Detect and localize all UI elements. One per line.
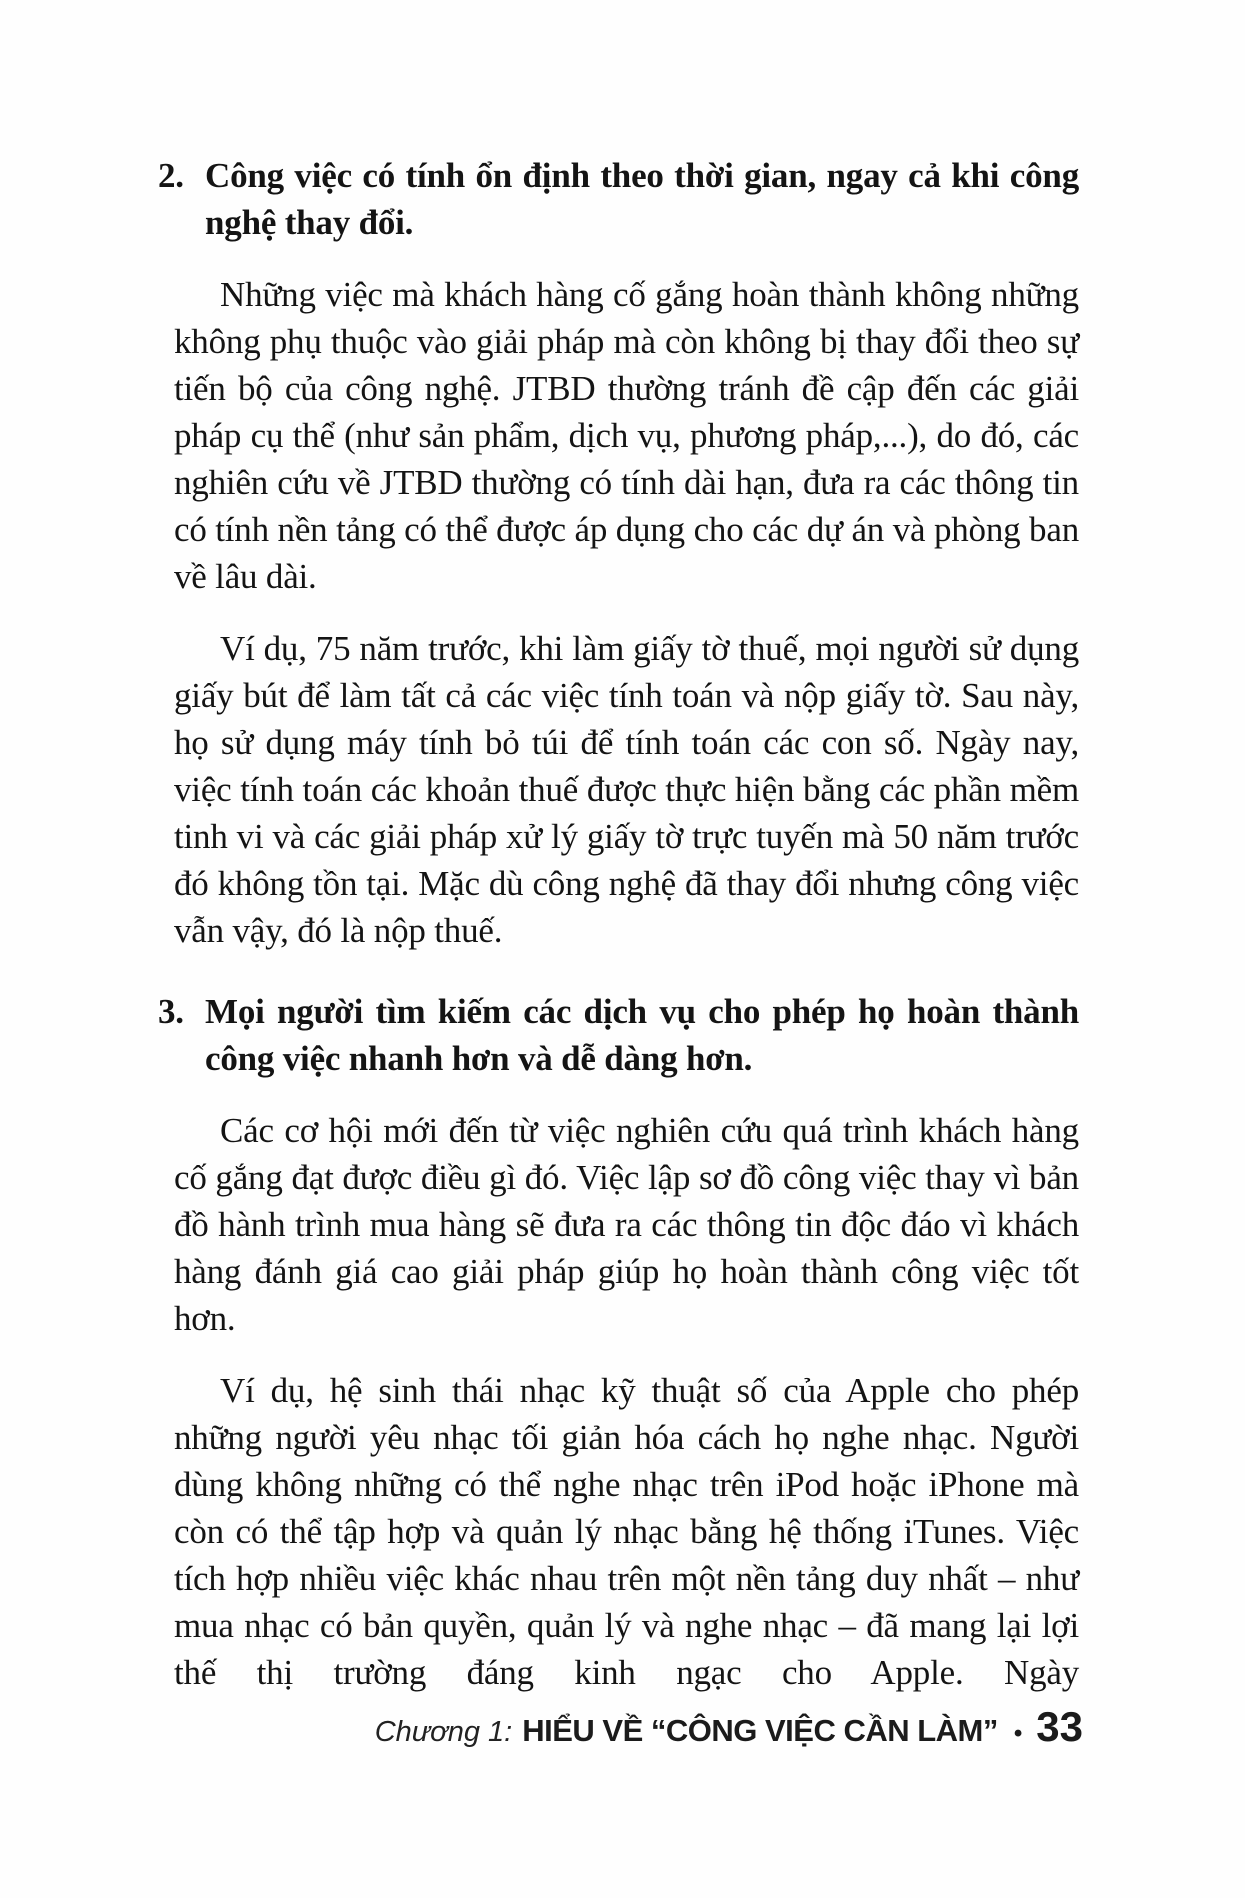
footer-bullet-separator: • xyxy=(1013,1720,1023,1747)
chapter-title: HIỂU VỀ “CÔNG VIỆC CẦN LÀM” xyxy=(522,1713,998,1748)
section-2-heading-text: Công việc có tính ổn định theo thời gian, ngay cả khi công nghệ thay đổi. xyxy=(205,156,1079,242)
section-3 xyxy=(158,988,1079,1696)
section-2-heading xyxy=(158,152,1079,246)
section-3-paragraph-2: Ví dụ, hệ sinh thái nhạc kỹ thuật số của Apple cho phép những người yêu nhạc tối giản hóa cách họ nghe nhạc. Người dùng không những có thể nghe nhạc trên iPod hoặc iPhone mà còn có thể tập hợp và quản lý nhạc bằng hệ thống iTunes. Việc tích hợp nhiều việc khác nhau trên một nền tảng duy nhất – như mua nhạc có bản quyền, quản lý và nghe nhạc – đã mang lại lợi thế thị trường đáng kinh ngạc cho Apple. Ngày xyxy=(174,1371,1079,1692)
section-2-number: 2. xyxy=(158,156,184,195)
page-footer xyxy=(375,1703,1083,1757)
page-number: 33 xyxy=(1036,1703,1083,1750)
section-2-paragraph-2: Ví dụ, 75 năm trước, khi làm giấy tờ thuế, mọi người sử dụng giấy bút để làm tất cả các việc tính toán và nộp giấy tờ. Sau này, họ sử dụng máy tính bỏ túi để tính toán các con số. Ngày nay, việc tính toán các khoản thuế được thực hiện bằng các phần mềm tinh vi và các giải pháp xử lý giấy tờ trực tuyến mà 50 năm trước đó không tồn tại. Mặc dù công nghệ đã thay đổi nhưng công việc vẫn vậy, đó là nộp thuế. xyxy=(174,629,1079,950)
section-2-paragraph-1: Những việc mà khách hàng cố gắng hoàn thành không những không phụ thuộc vào giải pháp mà còn không bị thay đổi theo sự tiến bộ của công nghệ. JTBD thường tránh đề cập đến các giải pháp cụ thể (như sản phẩm, dịch vụ, phương pháp,...), do đó, các nghiên cứu về JTBD thường có tính dài hạn, đưa ra các thông tin có tính nền tảng có thể được áp dụng cho các dự án và phòng ban về lâu dài. xyxy=(174,275,1079,596)
section-3-heading-text: Mọi người tìm kiếm các dịch vụ cho phép họ hoàn thành công việc nhanh hơn và dễ dàng hơn. xyxy=(205,992,1079,1078)
section-3-number: 3. xyxy=(158,992,184,1031)
chapter-label: Chương 1: xyxy=(374,1716,513,1748)
section-3-paragraph-1: Các cơ hội mới đến từ việc nghiên cứu quá trình khách hàng cố gắng đạt được điều gì đó. Việc lập sơ đồ công việc thay vì bản đồ hành trình mua hàng sẽ đưa ra các thông tin độc đáo vì khách hàng đánh giá cao giải pháp giúp họ hoàn thành công việc tốt hơn. xyxy=(174,1111,1079,1338)
section-3-heading xyxy=(158,988,1079,1082)
section-2 xyxy=(158,152,1079,954)
